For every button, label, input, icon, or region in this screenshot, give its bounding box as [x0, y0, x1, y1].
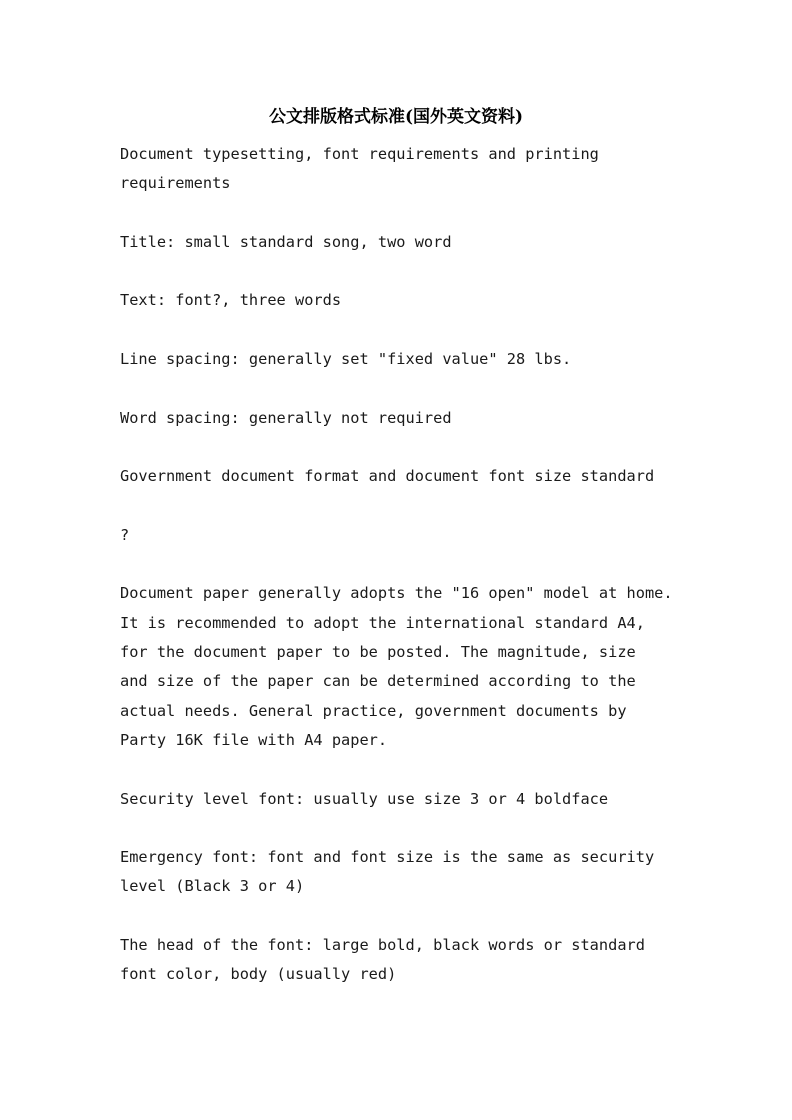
paragraph: Document paper generally adopts the "16 open" model at home. It is recommended to adopt the international standard A4, for the document paper to be posted. The magnitude, size and size of the paper can be determined according to the actual needs. General practice, government documents by Party 16K file with A4 paper. — [120, 584, 673, 749]
document-body — [120, 140, 700, 1019]
paragraph: Title: small standard song, two word — [120, 232, 452, 251]
document-title: 公文排版格式标准(国外英文资料) — [268, 107, 524, 127]
paragraph: Line spacing: generally set "fixed value" 28 lbs. — [120, 350, 572, 369]
paragraph: The head of the font: large bold, black words or standard font color, body (usually red) — [120, 936, 645, 984]
paragraph: Text: font?, three words — [120, 291, 342, 310]
paragraph: Word spacing: generally not required — [120, 408, 452, 427]
paragraph: Emergency font: font and font size is the same as security level (Black 3 or 4) — [120, 848, 655, 896]
paragraph: ? — [120, 525, 130, 544]
paragraph: Government document format and document font size standard — [120, 467, 655, 486]
paragraph: Security level font: usually use size 3 or 4 boldface — [120, 789, 609, 808]
paragraph: Document typesetting, font requirements and printing requirements — [120, 145, 599, 193]
